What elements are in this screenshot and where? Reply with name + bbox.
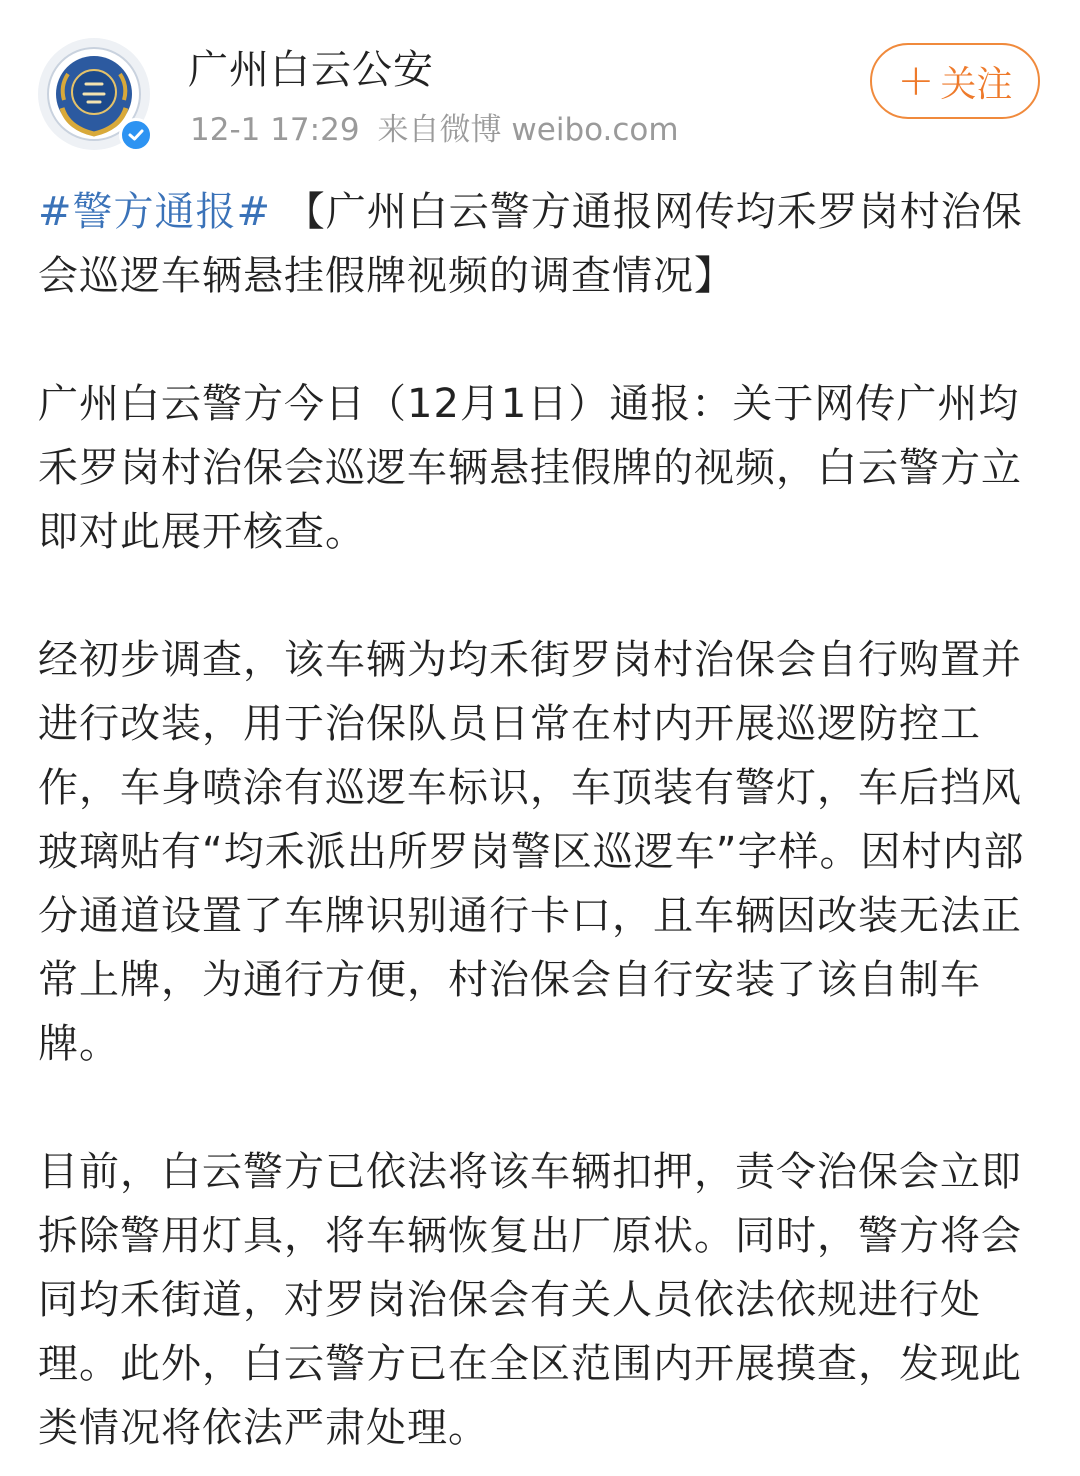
paragraph-2: 经初步调查，该车辆为均禾街罗岗村治保会自行购置并进行改装，用于治保队员日常在村内开展巡逻防控工作，车身喷涂有巡逻车标识，车顶装有警灯，车后挡风玻璃贴有“均禾派出所罗岗警区巡逻车”字样。因村内部分通道设置了车牌识别通行卡口，且车辆因改装无法正常上牌，为通行方便，村治保会自行安装了该自制车牌。	[38, 637, 1025, 1067]
post-header	[0, 0, 1080, 170]
post-body	[38, 180, 1048, 1460]
hashtag-link[interactable]: #警方通报#	[38, 189, 272, 235]
plus-icon: +	[897, 55, 935, 106]
follow-label: 关注	[940, 63, 1013, 105]
post-title-line	[38, 180, 1048, 308]
paragraph-3: 目前，白云警方已依法将该车辆扣押，责令治保会立即拆除警用灯具，将车辆恢复出厂原状。同时，警方将会同均禾街道，对罗岗治保会有关人员依法依规进行处理。此外，白云警方已在全区范围内开展摸查，发现此类情况将依法严肃处理。	[38, 1149, 1022, 1451]
post-title: 【广州白云警方通报网传均禾罗岗村治保会巡逻车辆悬挂假牌视频的调查情况】	[38, 189, 1023, 299]
follow-button[interactable]	[870, 43, 1040, 119]
post-time: 12-1 17:29	[190, 112, 360, 148]
post-meta	[190, 108, 697, 152]
post-source[interactable]: 来自微博 weibo.com	[377, 112, 679, 148]
paragraph-1: 广州白云警方今日（12月1日）通报：关于网传广州均禾罗岗村治保会巡逻车辆悬挂假牌的视频，白云警方立即对此展开核查。	[38, 381, 1022, 555]
account-name[interactable]: 广州白云公安	[188, 47, 434, 93]
verified-check-icon	[119, 118, 153, 152]
